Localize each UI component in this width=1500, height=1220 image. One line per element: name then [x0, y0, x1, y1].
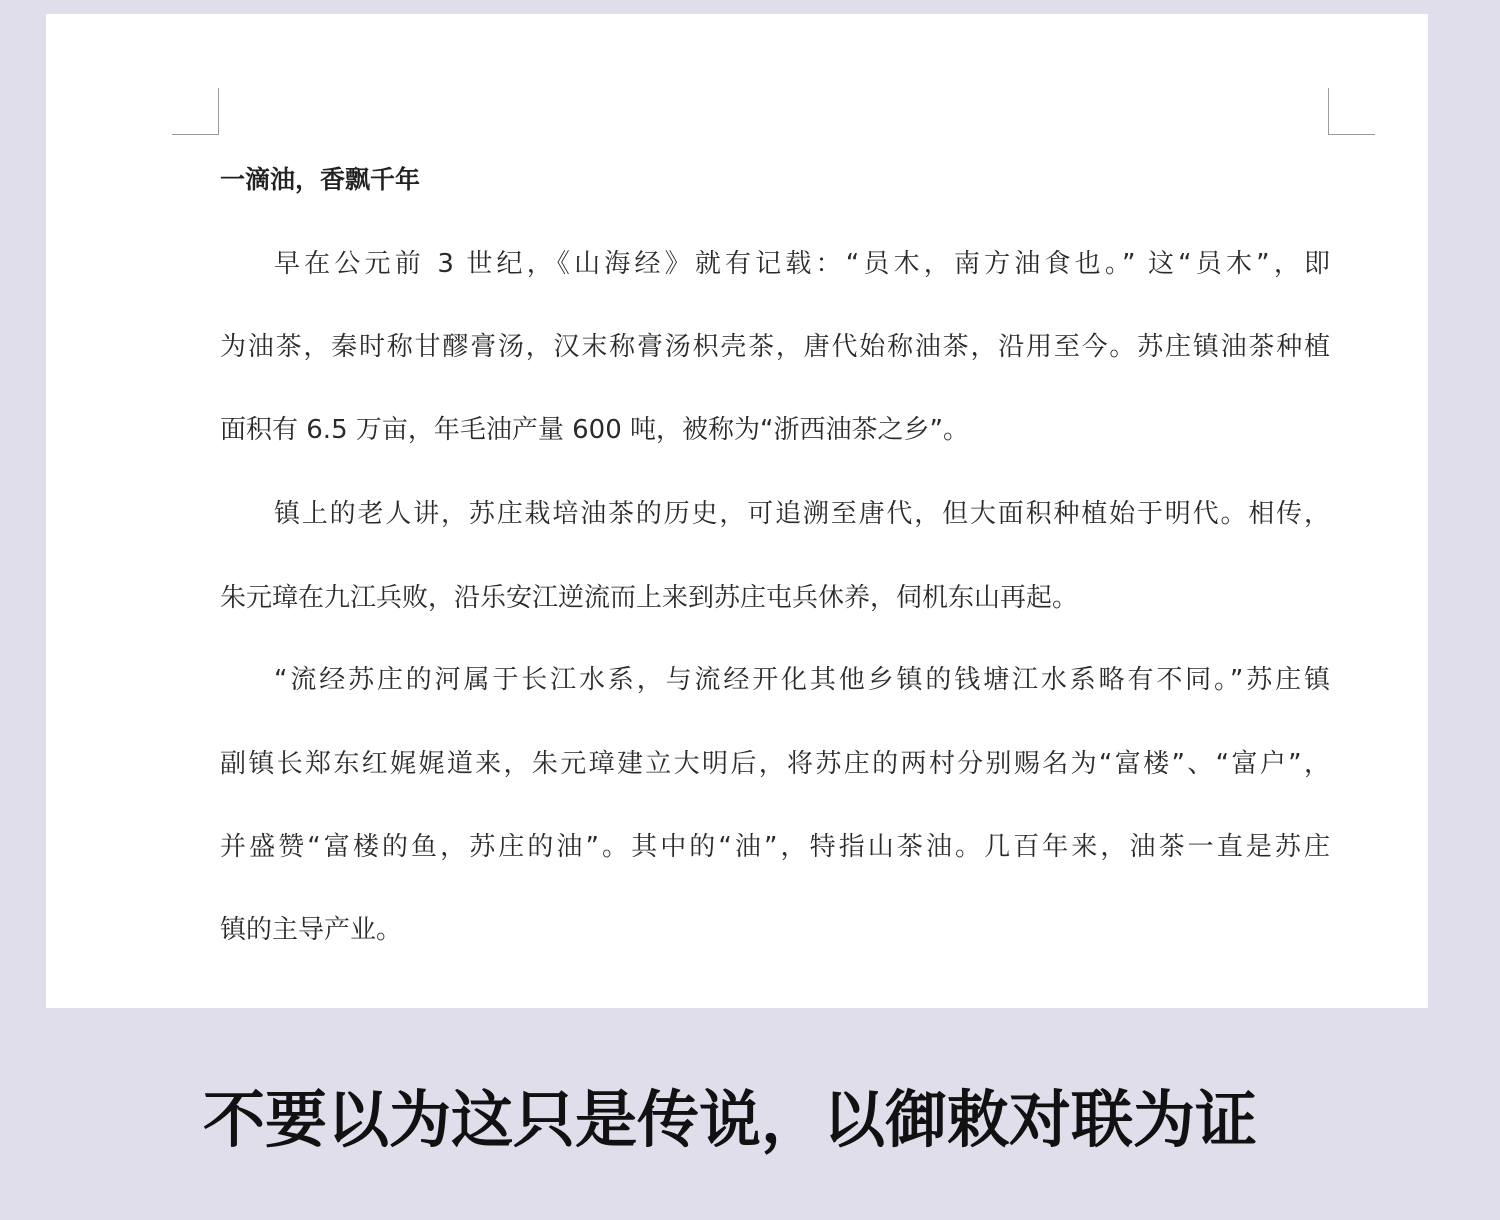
paragraph-1-line-2: 为油茶，秦时称甘醪膏汤，汉末称膏汤枳壳茶，唐代始称油茶，沿用至今。苏庄镇油茶种植	[220, 332, 1330, 362]
top-left-crop-mark	[172, 88, 219, 135]
document-title: 一滴油，香飘千年	[220, 165, 421, 194]
paragraph-1-line-1: 早在公元前 3 世纪，《山海经》就有记载：“员木，南方油食也。” 这“员木”，即	[274, 249, 1330, 279]
paragraph-2-line-2: 朱元璋在九江兵败，沿乐安江逆流而上来到苏庄屯兵休养，伺机东山再起。	[220, 583, 1079, 613]
caption-text: 不要以为这只是传说，以御敕对联为证	[202, 1083, 1257, 1156]
paragraph-3-line-3: 并盛赞“富楼的鱼，苏庄的油”。其中的“油”，特指山茶油。几百年来，油茶一直是苏庄	[220, 832, 1330, 862]
document-page	[46, 14, 1428, 1008]
paragraph-1-line-3: 面积有 6.5 万亩，年毛油产量 600 吨，被称为“浙西油茶之乡”。	[220, 415, 969, 445]
paragraph-2-line-1: 镇上的老人讲，苏庄栽培油茶的历史，可追溯至唐代，但大面积种植始于明代。相传，	[274, 499, 1330, 529]
paragraph-3-line-1: “流经苏庄的河属于长江水系，与流经开化其他乡镇的钱塘江水系略有不同。”苏庄镇	[274, 665, 1330, 695]
top-right-crop-mark	[1328, 88, 1375, 135]
paragraph-3-line-4: 镇的主导产业。	[220, 915, 403, 945]
paragraph-3-line-2: 副镇长郑东红娓娓道来，朱元璋建立大明后，将苏庄的两村分别赐名为“富楼”、“富户”，	[220, 749, 1330, 779]
